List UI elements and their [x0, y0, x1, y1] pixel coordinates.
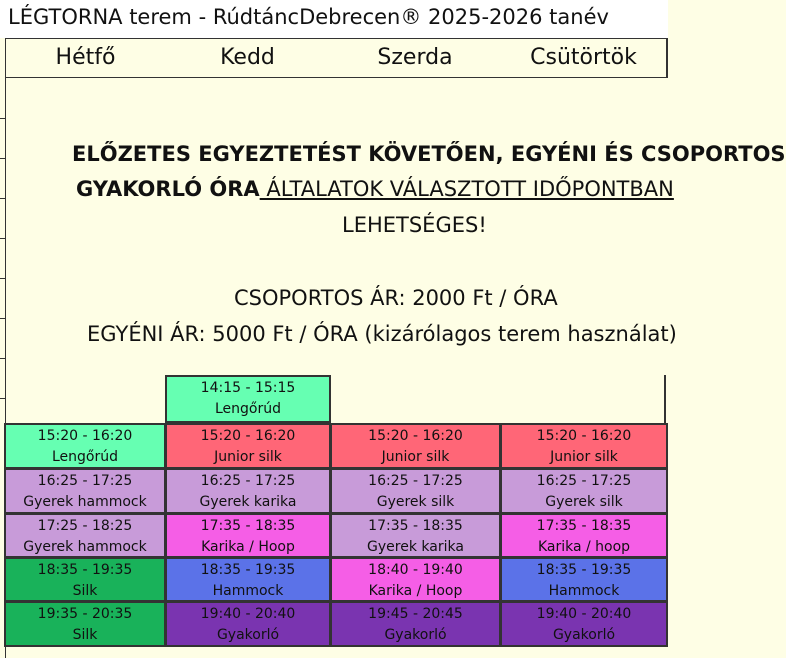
gutter-line [0, 198, 6, 199]
class-name: Gyerek karika [367, 539, 464, 555]
class-name: Gyerek silk [545, 494, 623, 510]
class-cell-kedd-extra[interactable] [165, 375, 331, 423]
class-name: Karika / hoop [537, 539, 631, 555]
class-name: Hammock [548, 583, 620, 599]
class-cell-csutortok[interactable] [500, 513, 668, 558]
class-time: 15:20 - 16:20 [536, 428, 632, 444]
class-name: Gyakorló [216, 627, 280, 643]
class-cell-csutortok[interactable] [500, 468, 668, 514]
class-time: 15:20 - 16:20 [37, 428, 133, 444]
class-time: 19:40 - 20:40 [200, 606, 296, 622]
class-cell-kedd[interactable] [165, 468, 331, 514]
class-time: 14:15 - 15:15 [200, 380, 296, 396]
class-time: 19:45 - 20:45 [368, 606, 463, 622]
gutter-line [0, 158, 6, 159]
price-single-prefix: EGYÉNI ÁR: 5000 Ft / [87, 322, 314, 346]
class-time: 16:25 - 17:25 [200, 473, 296, 489]
notice-line-2-underlined: ÁLTALATOK VÁLASZTOTT IDŐPONTBAN [259, 177, 674, 201]
class-name: Junior silk [381, 449, 450, 465]
gutter-line [0, 358, 6, 359]
class-cell-kedd[interactable] [165, 601, 331, 647]
class-cell-szerda[interactable] [330, 557, 501, 602]
class-name: Lengőrúd [214, 401, 281, 417]
class-time: 18:35 - 19:35 [200, 562, 296, 578]
class-cell-kedd[interactable] [165, 557, 331, 602]
column-edge [664, 375, 668, 423]
price-group: CSOPORTOS ÁR: 2000 Ft / ÓRA [234, 286, 558, 310]
price-single [87, 322, 677, 346]
class-cell-kedd[interactable] [165, 513, 331, 558]
class-cell-hetfo[interactable] [4, 513, 166, 558]
class-cell-csutortok[interactable] [500, 423, 668, 469]
class-name: Hammock [212, 583, 284, 599]
class-name: Karika / Hoop [201, 539, 295, 555]
class-name: Gyerek silk [376, 494, 455, 510]
class-cell-szerda[interactable] [330, 513, 501, 558]
class-name: Gyakorló [552, 627, 616, 643]
class-cell-hetfo[interactable] [4, 557, 166, 602]
class-time: 19:35 - 20:35 [37, 606, 133, 622]
class-name: Gyakorló [384, 627, 447, 643]
class-cell-szerda[interactable] [330, 468, 501, 514]
notice-line-3: LEHETSÉGES! [342, 213, 487, 237]
day-header-monday: Hétfő [6, 38, 166, 78]
gutter-line [0, 118, 6, 119]
class-time: 19:40 - 20:40 [536, 606, 632, 622]
class-cell-szerda[interactable] [330, 423, 501, 469]
gutter-line [0, 238, 6, 239]
class-name: Lengőrúd [51, 449, 118, 465]
column-edge [666, 513, 668, 558]
class-time: 18:35 - 19:35 [536, 562, 632, 578]
class-name: Junior silk [550, 449, 618, 465]
class-time: 17:35 - 18:35 [200, 518, 296, 534]
class-cell-hetfo[interactable] [4, 423, 166, 469]
day-header-wednesday: Szerda [330, 38, 501, 78]
class-cell-csutortok[interactable] [500, 601, 668, 647]
class-name: Gyerek hammock [23, 539, 147, 555]
price-single-suffix: ÓRA (kizárólagos terem használat) [313, 322, 677, 346]
class-cell-csutortok[interactable] [500, 557, 668, 602]
class-name: Gyerek hammock [23, 494, 147, 510]
gutter-line [0, 398, 6, 399]
class-time: 16:25 - 17:25 [368, 473, 463, 489]
class-time: 16:25 - 17:25 [536, 473, 632, 489]
page-title: LÉGTORNA terem - RúdtáncDebrecen® 2025-2026 tanév [0, 0, 668, 38]
column-edge [666, 423, 668, 469]
class-name: Karika / Hoop [368, 583, 463, 599]
class-cell-hetfo[interactable] [4, 601, 166, 647]
class-time: 17:35 - 18:35 [536, 518, 632, 534]
class-time: 15:20 - 16:20 [200, 428, 296, 444]
class-name: Junior silk [214, 449, 282, 465]
class-time: 17:25 - 18:25 [37, 518, 133, 534]
notice-line-2-bold: GYAKORLÓ ÓRA [76, 177, 260, 201]
class-time: 18:40 - 19:40 [368, 562, 463, 578]
class-time: 18:35 - 19:35 [37, 562, 133, 578]
notice-line-2 [76, 177, 674, 201]
gutter-line [0, 278, 6, 279]
class-cell-szerda[interactable] [330, 601, 501, 647]
notice-line-1: ELŐZETES EGYEZTETÉST KÖVETŐEN, EGYÉNI ÉS CSOPORTOS [72, 142, 786, 166]
day-header-tuesday: Kedd [165, 38, 331, 78]
column-edge [666, 601, 668, 647]
class-name: Gyerek karika [199, 494, 297, 510]
class-time: 15:20 - 16:20 [368, 428, 463, 444]
gutter-line [0, 318, 6, 319]
header-edge [666, 38, 668, 78]
class-time: 16:25 - 17:25 [37, 473, 133, 489]
column-edge [666, 557, 668, 602]
class-name: Silk [72, 627, 98, 643]
class-name: Silk [72, 583, 98, 599]
class-cell-kedd[interactable] [165, 423, 331, 469]
day-header-thursday: Csütörtök [500, 38, 668, 78]
class-time: 17:35 - 18:35 [368, 518, 463, 534]
column-edge [666, 468, 668, 514]
class-cell-hetfo[interactable] [4, 468, 166, 514]
